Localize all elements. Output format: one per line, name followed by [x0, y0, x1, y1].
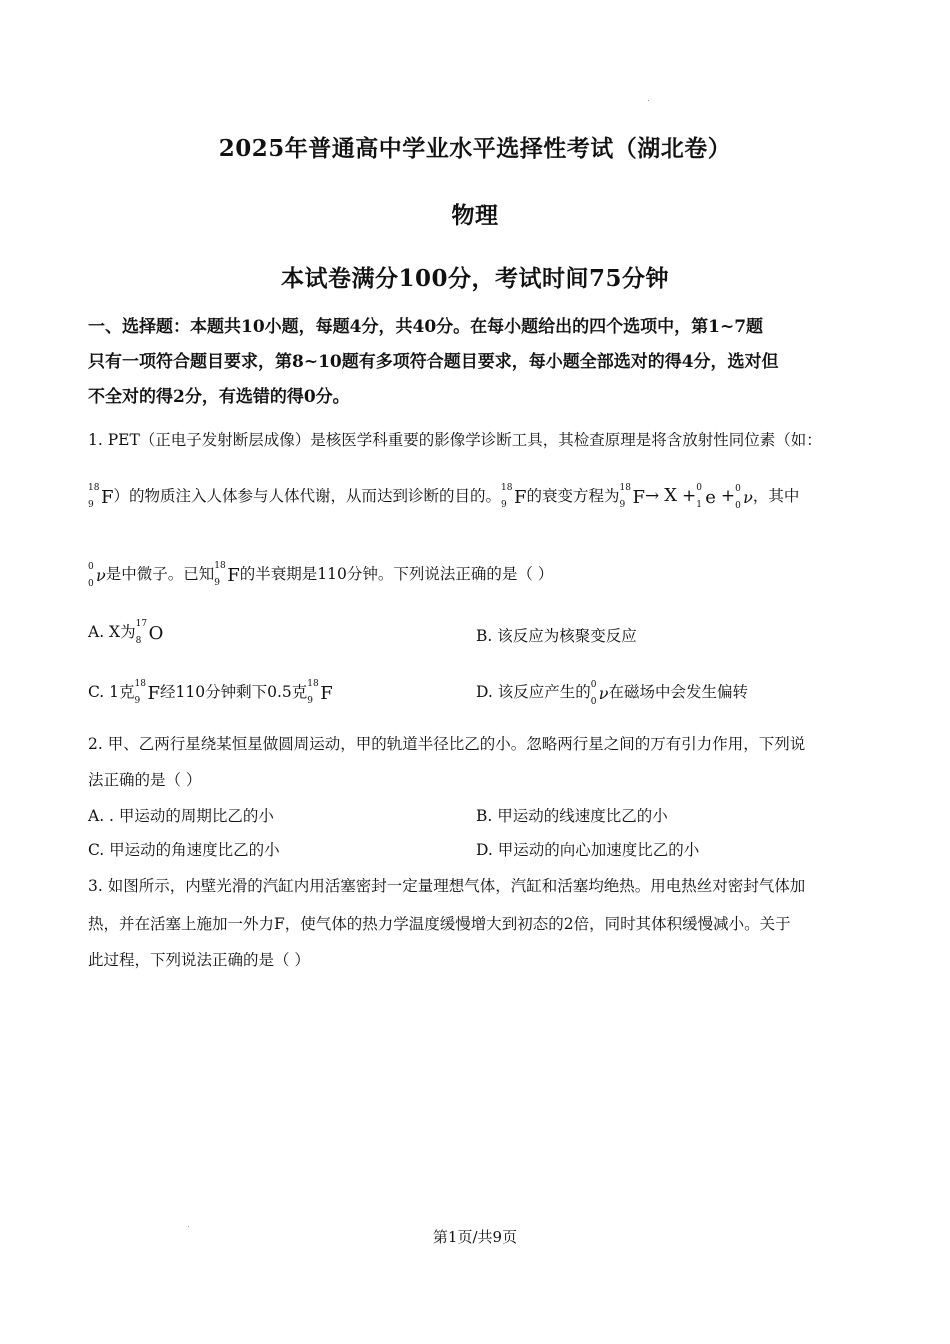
- exam-title: 2025年普通高中学业水平选择性考试（湖北卷）: [218, 135, 732, 162]
- q2-option-a: A. . 甲运动的周期比乙的小: [88, 807, 274, 825]
- q3-line-1: 3. 如图所示，内壁光滑的汽缸内用活塞密封一定量理想气体，汽缸和活塞均绝热。用电热丝对密封气体加: [88, 877, 806, 895]
- q1-line-3: 0 0 ν是中微子。已知 18 9 F的半衰期是110分钟。下列说法正确的是（ ）: [88, 560, 554, 589]
- q1-option-b: B. 该反应为核聚变反应: [476, 627, 637, 645]
- subject-title: 物理: [451, 202, 499, 229]
- page-number: 第1页/共9页: [432, 1228, 518, 1246]
- q2-line-2: 法正确的是（ ）: [88, 771, 202, 789]
- q2-line-1: 2. 甲、乙两行星绕某恒星做圆周运动，甲的轨道半径比乙的小。忽略两行星之间的万有引力作用，下列说: [88, 735, 806, 753]
- nuclide-neutrino: 0 0 ν: [590, 679, 609, 707]
- nuclide-f18: 18 9 F: [214, 560, 240, 588]
- q1-option-c: C. 1克 18 9 F经110分钟剩下0.5克 18 9 F: [88, 678, 333, 706]
- nuclide-f18: 18 9 F: [307, 678, 333, 706]
- q1-line-2: 18 9 F）的物质注入人体参与人体代谢，从而达到诊断的目的。 18 9 F的衰变方程为 18 9 F→ X + 0 1 e + 0 0 ν，其中: [88, 482, 800, 511]
- q2-option-c: C. 甲运动的角速度比乙的小: [88, 841, 280, 859]
- q2-option-b: B. 甲运动的线速度比乙的小: [476, 807, 668, 825]
- q3-line-2: 热，并在活塞上施加一外力F，使气体的热力学温度缓慢增大到初态的2倍，同时其体积缓慢减小。关于: [88, 915, 791, 933]
- q1-option-a: A. X为 17 8 O: [88, 618, 164, 646]
- section-line: 不全对的得2分，有选错的得0分。: [88, 387, 350, 407]
- decay-equation: 18 9 F→ X + 0 1 e + 0 0 ν: [619, 482, 753, 511]
- nuclide-f18: 18 9 F: [501, 482, 527, 510]
- q1-line-1: 1. PET（正电子发射断层成像）是核医学科重要的影像学诊断工具，其检查原理是将含放射性同位素（如：: [88, 431, 822, 449]
- nuclide-o17: 17 8 O: [135, 618, 164, 646]
- nuclide-neutrino: 0 0 ν: [88, 561, 106, 589]
- q3-line-3: 此过程，下列说法正确的是（ ）: [88, 951, 310, 969]
- section-line: 一、选择题：本题共10小题，每题4分，共40分。在每小题给出的四个选项中，第1~7题: [88, 317, 764, 337]
- q1-option-d: D. 该反应产生的 0 0 ν在磁场中会发生偏转: [476, 679, 748, 707]
- exam-info: 本试卷满分100分，考试时间75分钟: [280, 265, 670, 292]
- q2-option-d: D. 甲运动的向心加速度比乙的小: [476, 841, 700, 859]
- nuclide-f18: 18 9 F: [88, 482, 114, 510]
- section-line: 只有一项符合题目要求，第8~10题有多项符合题目要求，每小题全部选对的得4分，选对但: [88, 352, 779, 372]
- section-instructions: [88, 310, 868, 415]
- scan-dot: [648, 100, 649, 101]
- nuclide-f18: 18 9 F: [134, 678, 161, 706]
